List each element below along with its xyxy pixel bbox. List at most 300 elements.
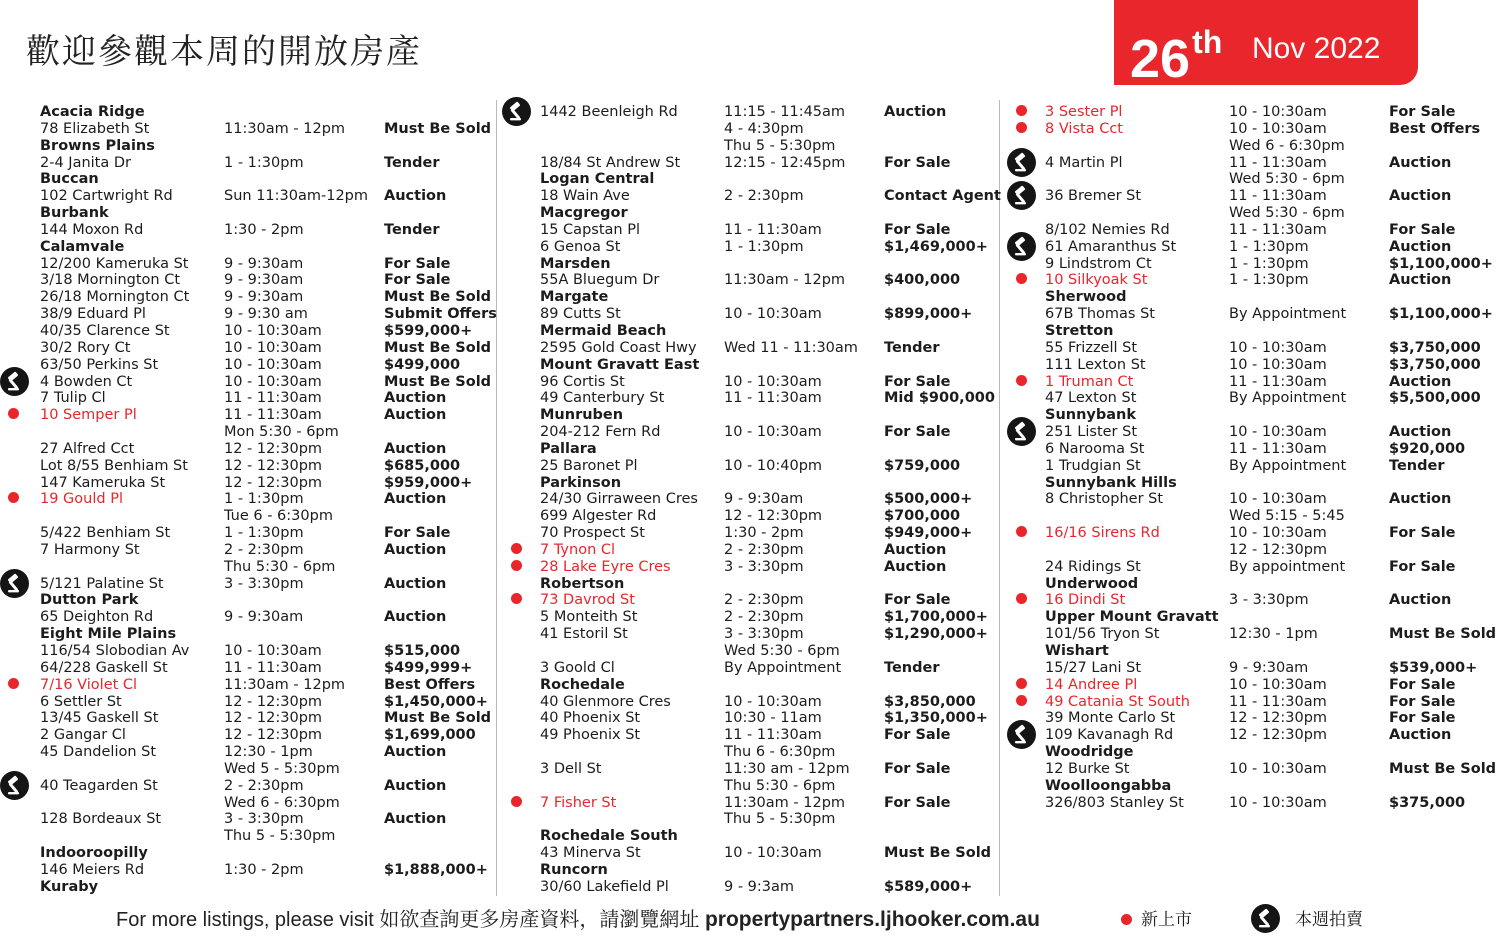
listing-time: Wed 11 - 11:30am <box>724 339 858 356</box>
listing-time: 11 - 11:30am <box>1229 221 1327 238</box>
listing-address: 204-212 Fern Rd <box>540 424 661 441</box>
listing-time: 2 - 2:30pm <box>724 188 804 205</box>
listing-price: $499,999+ <box>384 659 473 676</box>
listing-time: 10 - 10:30am <box>224 373 322 390</box>
listing-time: 10 - 10:30am <box>224 322 322 339</box>
listing-time: 9 - 9:30 am <box>224 306 308 323</box>
listing-time: 11:30am - 12pm <box>224 120 346 137</box>
listing-address: 7 Tynon Cl <box>540 541 616 558</box>
listing-price: $1,700,000+ <box>884 609 988 626</box>
legend-auction: 本週拍賣 <box>1295 910 1363 930</box>
listing-price: Must Be Sold <box>384 710 492 727</box>
listing-time: 1 - 1:30pm <box>1229 255 1309 272</box>
suburb-name: Woolloongabba <box>1045 777 1172 794</box>
listing-time: 12:30 - 1pm <box>224 744 313 761</box>
listing-time: 11 - 11:30am <box>1229 373 1327 390</box>
listing-price: Tender <box>384 221 440 238</box>
listing-price: Auction <box>1389 238 1452 255</box>
listing-price: For Sale <box>884 727 951 744</box>
listing-price: Auction <box>1389 272 1452 289</box>
listing-address: 699 Algester Rd <box>540 508 657 525</box>
listing-price: $3,750,000 <box>1389 339 1481 356</box>
listing-address: 146 Meiers Rd <box>40 861 145 878</box>
listing-price: $899,000+ <box>884 306 973 323</box>
listing-address: 30/60 Lakefield Pl <box>540 878 669 895</box>
listing-time: 1:30 - 2pm <box>724 525 804 542</box>
listing-address: 102 Cartwright Rd <box>40 188 173 205</box>
listing-time: Thu 5:30 - 6pm <box>724 777 836 794</box>
listing-address: 25 Baronet Pl <box>540 457 638 474</box>
listing-price: Auction <box>384 541 447 558</box>
listing-price: For Sale <box>1389 104 1456 120</box>
listing-price: Contact Agent <box>884 188 1001 205</box>
listing-price: Mid $900,000 <box>884 390 995 407</box>
listing-address: 13/45 Gaskell St <box>40 710 159 727</box>
listing-time: Thu 5 - 5:30pm <box>724 811 836 828</box>
listing-price: Must Be Sold <box>884 845 992 862</box>
listing-price: $3,750,000 <box>1389 356 1481 373</box>
listing-price: Must Be Sold <box>384 289 492 306</box>
listing-time: 1 - 1:30pm <box>224 491 304 508</box>
listing-address: 4 Martin Pl <box>1045 154 1123 171</box>
listing-price: $3,850,000 <box>884 693 976 710</box>
listing-time: 11:30am - 12pm <box>224 676 346 693</box>
listing-time: 2 - 2:30pm <box>724 592 804 609</box>
listing-time: 11:15 - 11:45am <box>724 104 846 120</box>
listing-time: 9 - 9:30am <box>724 491 804 508</box>
listing-time: 10 - 10:30am <box>224 643 322 659</box>
listing-price: Auction <box>1389 154 1452 171</box>
listing-address: 40 Teagarden St <box>40 777 158 794</box>
listing-time: 11 - 11:30am <box>1229 188 1327 205</box>
new-listing-dot-icon <box>1016 678 1027 689</box>
listing-time: 11 - 11:30am <box>724 727 822 744</box>
listing-address: 251 Lister St <box>1045 424 1138 441</box>
listing-price: Tender <box>1389 457 1445 474</box>
listing-address: 47 Lexton St <box>1045 390 1137 407</box>
suburb-name: Upper Mount Gravatt <box>1045 609 1219 626</box>
listing-time: 10 - 10:30am <box>1229 491 1327 508</box>
listing-price: For Sale <box>1389 693 1456 710</box>
listing-time: Wed 5:30 - 6pm <box>1229 171 1345 188</box>
listing-time: 1 - 1:30pm <box>724 238 804 255</box>
listing-price: For Sale <box>1389 558 1456 575</box>
suburb-name: Robertson <box>540 575 625 592</box>
listing-address: 16 Dindi St <box>1045 592 1126 609</box>
listing-time: 10 - 10:30am <box>724 845 822 862</box>
listing-address: 7 Tulip Cl <box>40 390 106 407</box>
listing-time: 2 - 2:30pm <box>224 541 304 558</box>
suburb-name: Marsden <box>540 255 611 272</box>
listing-time: Wed 5:30 - 6pm <box>1229 205 1345 222</box>
listing-address: 101/56 Tryon St <box>1045 626 1160 643</box>
listing-address: 55 Frizzell St <box>1045 339 1138 356</box>
listing-address: 5/422 Benhiam St <box>40 525 171 542</box>
suburb-name: Munruben <box>540 407 624 424</box>
listing-price: $1,469,000+ <box>884 238 988 255</box>
listing-time: 12:30 - 1pm <box>1229 626 1318 643</box>
listing-address: 61 Amaranthus St <box>1045 238 1177 255</box>
listing-price: Auction <box>384 188 447 205</box>
listing-address: 2-4 Janita Dr <box>40 154 131 171</box>
listing-address: 18/84 St Andrew St <box>540 154 681 171</box>
listing-price: For Sale <box>884 592 951 609</box>
listing-address: 96 Cortis St <box>540 373 625 390</box>
listing-address: 15/27 Lani St <box>1045 659 1142 676</box>
listing-address: 5/121 Palatine St <box>40 575 164 592</box>
listing-time: 10 - 10:30am <box>1229 339 1327 356</box>
gavel-icon <box>1007 720 1036 749</box>
suburb-name: Sherwood <box>1045 289 1127 306</box>
new-listing-dot-icon <box>1016 122 1027 133</box>
suburb-name: Macgregor <box>540 205 628 222</box>
listing-time: Wed 5:15 - 5:45 <box>1229 508 1345 525</box>
listing-address: 3 Goold Cl <box>540 659 615 676</box>
date-banner <box>1114 0 1418 89</box>
listing-price: Tender <box>884 339 940 356</box>
listing-time: 10 - 10:30am <box>724 693 822 710</box>
listing-address: 19 Gould Pl <box>40 491 123 508</box>
listing-price: Auction <box>1389 592 1452 609</box>
listing-time: 12 - 12:30pm <box>224 440 323 457</box>
gavel-icon <box>1007 181 1036 210</box>
listing-time: 10 - 10:40pm <box>724 457 823 474</box>
footer <box>0 906 1501 936</box>
suburb-name: Sunnybank <box>1045 407 1136 424</box>
listing-address: 5 Monteith St <box>540 609 638 626</box>
listing-price: For Sale <box>884 373 951 390</box>
listing-time: By Appointment <box>1229 390 1347 407</box>
listing-address: 26/18 Mornington Ct <box>40 289 190 306</box>
listing-time: 10 - 10:30am <box>1229 525 1327 542</box>
listing-price: For Sale <box>1389 221 1456 238</box>
listing-address: 116/54 Slobodian Av <box>40 643 190 659</box>
listing-address: 78 Elizabeth St <box>40 120 150 137</box>
listing-time: 3 - 3:30pm <box>724 626 804 643</box>
listing-price: For Sale <box>1389 676 1456 693</box>
listing-address: 89 Cutts St <box>540 306 621 323</box>
listing-address: 7/16 Violet Cl <box>40 676 138 693</box>
listing-time: 10 - 10:30am <box>1229 760 1327 777</box>
listing-price: $500,000+ <box>884 491 973 508</box>
listing-address: 111 Lexton St <box>1045 356 1146 373</box>
listing-time: 11 - 11:30am <box>724 221 822 238</box>
footer-website-link[interactable]: propertypartners.ljhooker.com.au <box>704 908 1040 931</box>
listing-address: 128 Bordeaux St <box>40 811 162 828</box>
listing-time: 10 - 10:30am <box>1229 356 1327 373</box>
listing-address: 109 Kavanagh Rd <box>1045 727 1174 744</box>
listing-price: Tender <box>884 659 940 676</box>
listing-price: Must Be Sold <box>384 120 492 137</box>
new-listing-dot-icon <box>1016 273 1027 284</box>
listing-price: Auction <box>1389 188 1452 205</box>
listing-time: 2 - 2:30pm <box>724 541 804 558</box>
listing-price: Auction <box>384 390 447 407</box>
listing-time: 12 - 12:30pm <box>224 727 323 744</box>
listing-time: Wed 6 - 6:30pm <box>1229 137 1345 154</box>
listing-address: 15 Capstan Pl <box>540 221 640 238</box>
listing-price: $375,000 <box>1389 794 1466 811</box>
listing-price: Must Be Sold <box>1389 626 1497 643</box>
listing-address: 49 Catania St South <box>1045 693 1190 710</box>
listing-price: $949,000+ <box>884 525 973 542</box>
listing-time: 10 - 10:30am <box>724 373 822 390</box>
listing-address: 14 Andree Pl <box>1045 676 1138 693</box>
listing-time: 10 - 10:30am <box>724 424 822 441</box>
suburb-name: Acacia Ridge <box>40 104 145 120</box>
listing-time: 12 - 12:30pm <box>1229 710 1328 727</box>
listing-time: 12 - 12:30pm <box>224 710 323 727</box>
listing-time: 11 - 11:30am <box>1229 440 1327 457</box>
listing-time: 10 - 10:30am <box>1229 104 1327 120</box>
listing-time: Thu 5 - 5:30pm <box>224 828 336 845</box>
listing-time: 10 - 10:30am <box>1229 120 1327 137</box>
suburb-name: Parkinson <box>540 474 622 491</box>
listing-price: $920,000 <box>1389 440 1466 457</box>
suburb-name: Eight Mile Plains <box>40 626 177 643</box>
listing-price: $959,000+ <box>384 474 473 491</box>
listing-address: 40 Phoenix St <box>540 710 641 727</box>
listing-time: 9 - 9:30am <box>224 255 304 272</box>
new-listing-dot-icon <box>1121 914 1132 925</box>
listing-time: 9 - 9:3am <box>724 878 795 895</box>
gavel-icon <box>1251 904 1280 933</box>
listing-price: $685,000 <box>384 457 461 474</box>
gavel-icon <box>0 569 29 598</box>
listing-price: $589,000+ <box>884 878 973 895</box>
listing-address: 1 Trudgian St <box>1045 457 1141 474</box>
listing-address: 70 Prospect St <box>540 525 645 542</box>
listing-address: 3 Dell St <box>540 760 602 777</box>
listing-price: Tender <box>384 154 440 171</box>
listing-address: 147 Kameruka St <box>40 474 166 491</box>
listing-address: 1442 Beenleigh Rd <box>540 104 678 120</box>
suburb-name: Buccan <box>40 171 99 188</box>
listing-address: 6 Settler St <box>40 693 122 710</box>
new-listing-dot-icon <box>1016 695 1027 706</box>
listing-price: $1,350,000+ <box>884 710 988 727</box>
listing-price: Must Be Sold <box>384 339 492 356</box>
listing-price: $700,000 <box>884 508 961 525</box>
suburb-name: Margate <box>540 289 609 306</box>
listing-time: Wed 6 - 6:30pm <box>224 794 340 811</box>
listing-time: Wed 5:30 - 6pm <box>724 643 840 659</box>
listing-price: Auction <box>384 744 447 761</box>
listing-time: 12 - 12:30pm <box>224 474 323 491</box>
listing-time: 3 - 3:30pm <box>1229 592 1309 609</box>
listing-price: $499,000 <box>384 356 461 373</box>
listing-time: 2 - 2:30pm <box>224 777 304 794</box>
listing-time: Thu 6 - 6:30pm <box>724 744 836 761</box>
listing-address: 24/30 Girraween Cres <box>540 491 698 508</box>
listing-price: Auction <box>1389 424 1452 441</box>
listing-price: For Sale <box>884 221 951 238</box>
suburb-name: Rochedale South <box>540 828 678 845</box>
suburb-name: Mermaid Beach <box>540 322 667 339</box>
listing-price: Auction <box>1389 727 1452 744</box>
listing-time: 11 - 11:30am <box>224 659 322 676</box>
listing-address: 10 Semper Pl <box>40 407 137 424</box>
suburb-name: Logan Central <box>540 171 655 188</box>
suburb-name: Indooroopilly <box>40 845 148 862</box>
listing-address: 40 Glenmore Cres <box>540 693 671 710</box>
listing-address: 63/50 Perkins St <box>40 356 159 373</box>
listing-address: 1 Truman Ct <box>1045 373 1134 390</box>
listing-time: Wed 5 - 5:30pm <box>224 760 340 777</box>
gavel-icon <box>0 771 29 800</box>
page-title: 歡迎參觀本周的開放房產 <box>26 32 422 72</box>
listing-price: For Sale <box>884 154 951 171</box>
suburb-name: Stretton <box>1045 322 1114 339</box>
listing-address: Lot 8/55 Benhiam St <box>40 457 188 474</box>
listing-address: 10 Silkyoak St <box>1045 272 1148 289</box>
suburb-name: Woodridge <box>1045 744 1134 761</box>
listing-address: 24 Ridings St <box>1045 558 1141 575</box>
listing-time: Sun 11:30am-12pm <box>224 188 369 205</box>
listing-address: 8 Christopher St <box>1045 491 1164 508</box>
footer-prefix: For more listings, please visit 如欲查詢更多房產資料，請瀏覽網址 <box>116 909 700 931</box>
listing-price: $1,888,000+ <box>384 861 488 878</box>
new-listing-dot-icon <box>511 796 522 807</box>
listing-price: $400,000 <box>884 272 961 289</box>
listing-address: 6 Narooma St <box>1045 440 1145 457</box>
listing-price: For Sale <box>884 760 951 777</box>
listing-time: 11 - 11:30am <box>724 390 822 407</box>
listing-address: 12/200 Kameruka St <box>40 255 189 272</box>
listing-time: 12 - 12:30pm <box>224 693 323 710</box>
listing-address: 39 Monte Carlo St <box>1045 710 1176 727</box>
listing-price: Auction <box>384 777 447 794</box>
listing-time: 1 - 1:30pm <box>1229 238 1309 255</box>
new-listing-dot-icon <box>8 678 19 689</box>
listing-address: 73 Davrod St <box>540 592 635 609</box>
suburb-name: Browns Plains <box>40 137 155 154</box>
listing-price: $1,100,000+ <box>1389 306 1493 323</box>
listing-address: 4 Bowden Ct <box>40 373 133 390</box>
listing-time: 9 - 9:30am <box>1229 659 1309 676</box>
listing-price: For Sale <box>384 255 451 272</box>
listing-time: 10 - 10:30am <box>1229 794 1327 811</box>
listing-address: 67B Thomas St <box>1045 306 1155 323</box>
listing-address: 8 Vista Cct <box>1045 120 1123 137</box>
listing-address: 3 Sester Pl <box>1045 104 1123 120</box>
listing-address: 9 Lindstrom Ct <box>1045 255 1152 272</box>
listing-time: 3 - 3:30pm <box>724 558 804 575</box>
listing-time: 10 - 10:30am <box>224 339 322 356</box>
listing-address: 43 Minerva St <box>540 845 641 862</box>
date-day: 26th <box>1130 24 1223 89</box>
new-listing-dot-icon <box>511 543 522 554</box>
listing-price: For Sale <box>384 525 451 542</box>
listing-time: 11 - 11:30am <box>224 407 322 424</box>
listing-address: 49 Canterbury St <box>540 390 665 407</box>
listing-time: 12 - 12:30pm <box>1229 727 1328 744</box>
listing-price: Auction <box>384 575 447 592</box>
listing-price: Best Offers <box>1389 120 1481 137</box>
listing-price: Auction <box>1389 373 1452 390</box>
suburb-name: Mount Gravatt East <box>540 356 700 373</box>
listing-time: 12:15 - 12:45pm <box>724 154 846 171</box>
listing-address: 6 Genoa St <box>540 238 621 255</box>
listing-time: 1 - 1:30pm <box>224 525 304 542</box>
listing-price: For Sale <box>1389 525 1456 542</box>
listing-time: 12 - 12:30pm <box>224 457 323 474</box>
legend-new-listing: 新上市 <box>1141 910 1192 930</box>
listing-time: 10:30 - 11am <box>724 710 822 727</box>
suburb-name: Wishart <box>1045 643 1109 659</box>
listing-time: 9 - 9:30am <box>224 272 304 289</box>
listing-time: 11 - 11:30am <box>1229 693 1327 710</box>
new-listing-dot-icon <box>511 560 522 571</box>
listing-price: $539,000+ <box>1389 659 1478 676</box>
listing-price: Auction <box>1389 491 1452 508</box>
listing-price: $759,000 <box>884 457 961 474</box>
listing-time: 1:30 - 2pm <box>224 221 304 238</box>
new-listing-dot-icon <box>1016 375 1027 386</box>
listing-price: $1,450,000+ <box>384 693 488 710</box>
listing-price: Auction <box>384 609 447 626</box>
listing-time: 1:30 - 2pm <box>224 861 304 878</box>
listing-price: Best Offers <box>384 676 476 693</box>
footer-text <box>116 906 1040 934</box>
gavel-icon <box>0 367 29 396</box>
listing-time: Tue 6 - 6:30pm <box>224 508 333 525</box>
new-listing-dot-icon <box>8 492 19 503</box>
listing-time: 10 - 10:30am <box>1229 424 1327 441</box>
listing-time: Mon 5:30 - 6pm <box>224 424 339 441</box>
listing-price: Auction <box>384 440 447 457</box>
listing-price: $599,000+ <box>384 322 473 339</box>
listing-address: 64/228 Gaskell St <box>40 659 168 676</box>
listing-price: Auction <box>384 811 447 828</box>
listing-price: For Sale <box>884 794 951 811</box>
listing-address: 49 Phoenix St <box>540 727 641 744</box>
listing-address: 40/35 Clarence St <box>40 322 170 339</box>
listing-address: 2595 Gold Coast Hwy <box>540 339 697 356</box>
listing-time: 11:30am - 12pm <box>724 794 846 811</box>
date-day-suffix: th <box>1192 24 1223 60</box>
listing-time: 11:30am - 12pm <box>724 272 846 289</box>
listing-address: 8/102 Nemies Rd <box>1045 221 1170 238</box>
listing-address: 16/16 Sirens Rd <box>1045 525 1160 542</box>
new-listing-dot-icon <box>1016 526 1027 537</box>
listing-address: 55A Bluegum Dr <box>540 272 660 289</box>
listing-price: For Sale <box>884 424 951 441</box>
listing-time: Thu 5:30 - 6pm <box>224 558 336 575</box>
new-listing-dot-icon <box>511 593 522 604</box>
listing-time: 1 - 1:30pm <box>224 154 304 171</box>
suburb-name: Pallara <box>540 440 597 457</box>
gavel-icon <box>1007 232 1036 261</box>
listing-time: 11:30 am - 12pm <box>724 760 850 777</box>
listing-time: By Appointment <box>724 659 842 676</box>
listing-time: 3 - 3:30pm <box>224 575 304 592</box>
suburb-name: Dutton Park <box>40 592 139 609</box>
suburb-name: Underwood <box>1045 575 1139 592</box>
listing-price: Auction <box>884 541 947 558</box>
listing-address: 38/9 Eduard Pl <box>40 306 146 323</box>
listing-address: 41 Estoril St <box>540 626 628 643</box>
suburb-name: Runcorn <box>540 861 608 878</box>
gavel-icon <box>1007 148 1036 177</box>
listing-price: Submit Offers <box>384 306 497 323</box>
listing-address: 65 Deighton Rd <box>40 609 154 626</box>
listing-time: 4 - 4:30pm <box>724 120 804 137</box>
listing-address: 28 Lake Eyre Cres <box>540 558 671 575</box>
listing-time: 10 - 10:30am <box>224 356 322 373</box>
new-listing-dot-icon <box>1016 105 1027 116</box>
gavel-icon <box>502 97 531 126</box>
